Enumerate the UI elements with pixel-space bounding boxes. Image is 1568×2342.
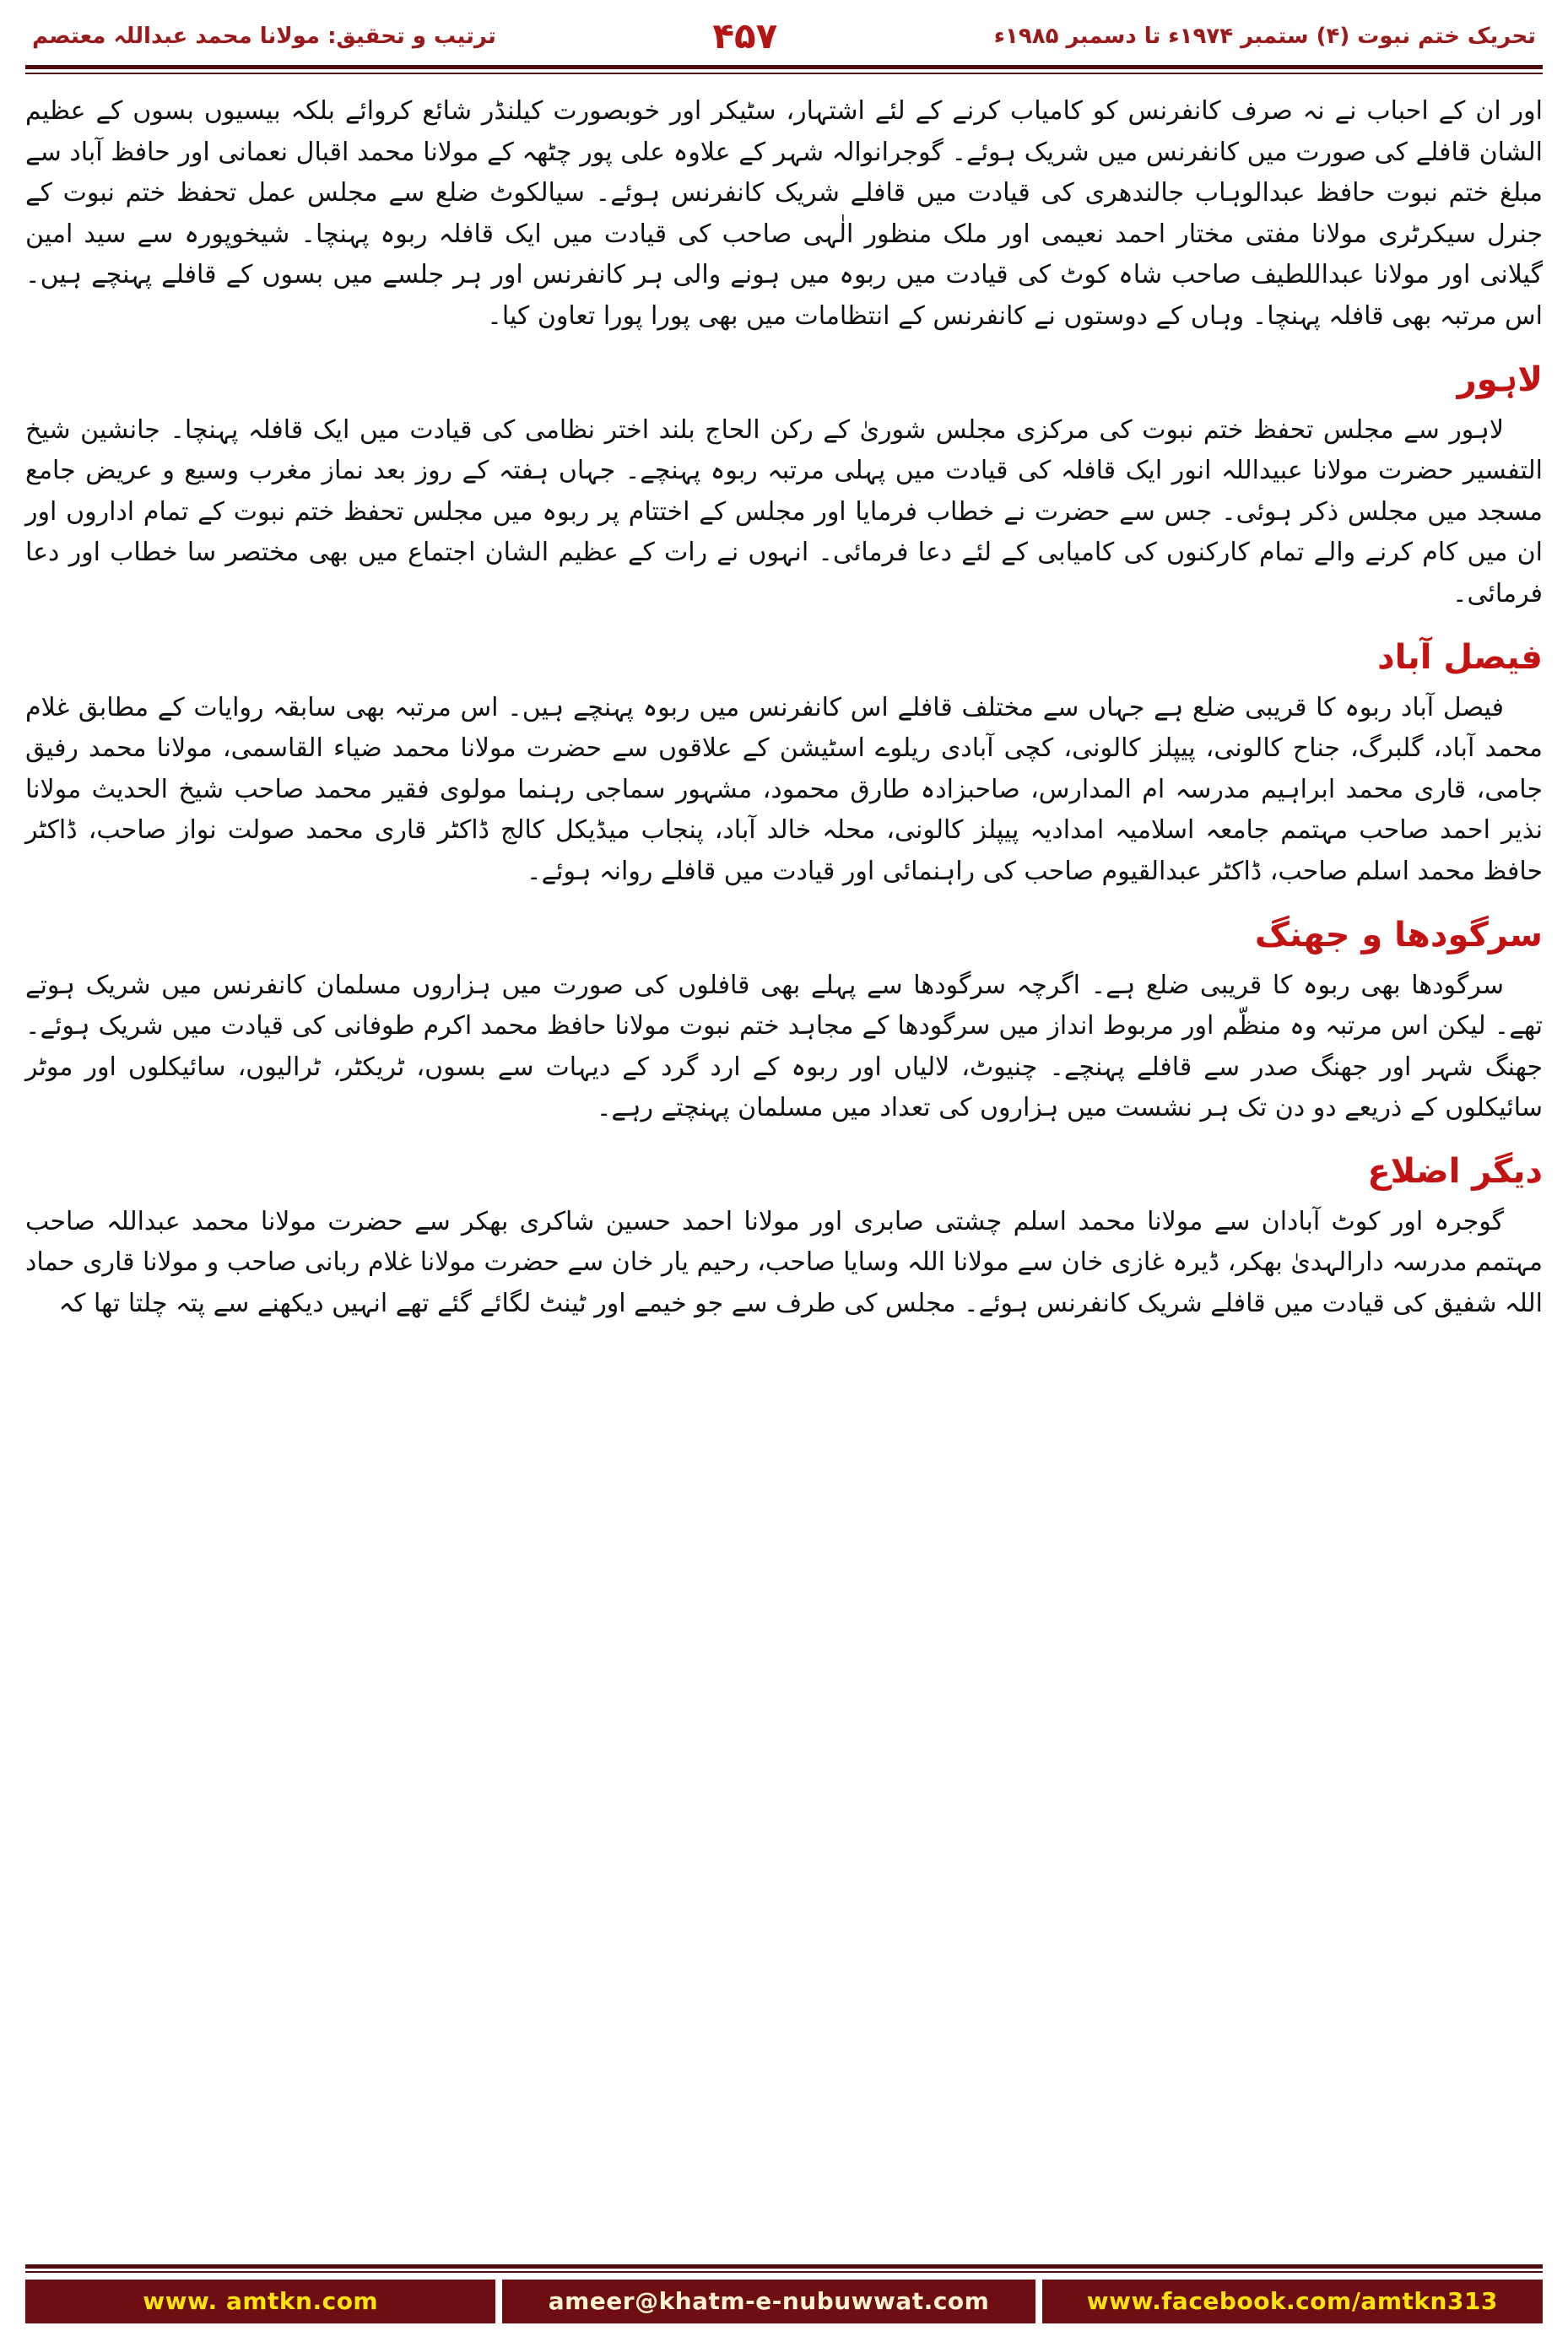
footer-email-address: ameer@khatm-e-nubuwwat.com — [502, 2280, 1035, 2323]
section-paragraph-other-districts: گوجرہ اور کوٹ آبادان سے مولانا محمد اسلم چشتی صابری اور مولانا احمد حسین شاکری بھکر سے حضرت مولانا محمد عبداللہ صاحب مہتمم مدرسہ دارالہدیٰ بھکر، ڈیرہ غازی خان سے مولانا اللہ وسایا صاحب، رحیم یار خان سے حضرت مولانا غلام ربانی صاحب و مولانا قاری حماد اللہ شفیق کی قیادت میں قافلے شریک کانفرنس ہوئے۔ مجلس کی طرف سے جو خیمے اور ٹینٹ لگائے گئے تھے انہیں دیکھنے سے پتہ چلتا تھا کہ — [25, 1206, 1543, 1319]
page-header — [25, 14, 1543, 65]
section-heading-sargodha-jhang: سرگودھا و جھنگ — [1254, 915, 1543, 955]
header-editor-credit: ترتیب و تحقیق: مولانا محمد عبداللہ معتصم — [32, 23, 496, 49]
footer-facebook-url: www.facebook.com/amtkn313 — [1042, 2280, 1543, 2323]
page-footer — [25, 2280, 1543, 2323]
page-body — [25, 74, 1543, 2251]
footer-website-url: www. amtkn.com — [25, 2280, 495, 2323]
section-paragraph-sargodha-jhang: سرگودھا بھی ربوہ کا قریبی ضلع ہے۔ اگرچہ سرگودھا سے پہلے بھی قافلوں کی صورت میں ہزاروں مسلمان کانفرنس میں شریک ہوتے تھے۔ لیکن اس مرتبہ وہ منظّم اور مربوط انداز میں سرگودھا کے مجاہد ختم نبوت مولانا حافظ محمد اکرم طوفانی کی قیادت میں شریک ہوئے۔ جھنگ شہر اور جھنگ صدر سے قافلے پہنچے۔ چنیوٹ، لالیاں اور ربوہ کے ارد گرد کے دیہات سے بسوں، ٹریکٹر، ٹرالیوں، سائیکلوں اور موٹر سائیکلوں کے ذریعے دو دن تک ہر نشست میں ہزاروں کی تعداد میں مسلمان پہنچتے رہے۔ — [25, 970, 1543, 1123]
page-number: ۴۵۷ — [712, 15, 778, 57]
section-heading-faisalabad: فیصل آباد — [1377, 637, 1543, 677]
header-book-title: تحریک ختم نبوت (۴) ستمبر ۱۹۷۴ء تا دسمبر ۱۹۸۵ء — [993, 23, 1536, 49]
section-heading-other-districts: دیگر اضلاع — [1367, 1151, 1543, 1191]
header-divider — [25, 65, 1543, 74]
section-paragraph-lahore: لاہور سے مجلس تحفظ ختم نبوت کی مرکزی مجلس شوریٰ کے رکن الحاج بلند اختر نظامی کی قیادت میں ایک قافلہ پہنچا۔ جانشین شیخ التفسیر حضرت مولانا عبیداللہ انور ایک قافلہ کی قیادت میں پہلی مرتبہ ربوہ پہنچے۔ جہاں ہفتہ کے روز بعد نماز مغرب وسیع و عریض جامع مسجد میں مجلس ذکر ہوئی۔ جس سے حضرت نے خطاب فرمایا اور مجلس کے اختتام پر ربوہ میں مجلس تحفظ ختم نبوت کے تمام اداروں اور ان میں کام کرنے والے تمام کارکنوں کی کامیابی کے لئے دعا فرمائی۔ انہوں نے رات کے عظیم الشان اجتماع میں بھی مختصر سا خطاب اور دعا فرمائی۔ — [25, 414, 1543, 608]
section-paragraph-faisalabad: فیصل آباد ربوہ کا قریبی ضلع ہے جہاں سے مختلف قافلے اس کانفرنس میں ربوہ پہنچے ہیں۔ اس مرتبہ بھی سابقہ روایات کے مطابق غلام محمد آباد، گلبرگ، جناح کالونی، پیپلز کالونی، کچی آبادی ریلوے اسٹیشن کے علاقوں سے حضرت مولانا محمد ضیاء القاسمی، مولانا محمد رفیق جامی، قاری محمد ابراہیم مدرسہ ام المدارس، صاحبزادہ طارق محمود، مشہور سماجی رہنما مولوی فقیر محمد صاحب شیخ الحدیث مولانا نذیر احمد صاحب مہتمم جامعہ اسلامیہ امدادیہ پیپلز کالونی، محلہ خالد آباد، پنجاب میڈیکل کالج ڈاکٹر قاری محمد صولت نواز صاحب، ڈاکٹر حافظ محمد اسلم صاحب، ڈاکٹر عبدالقیوم صاحب کی راہنمائی اور قیادت میں قافلے روانہ ہوئے۔ — [25, 692, 1543, 886]
intro-paragraph: اور ان کے احباب نے نہ صرف کانفرنس کو کامیاب کرنے کے لئے اشتہار، سٹیکر اور خوبصورت کیلنڈر شائع کروائے بلکہ بیسیوں بسوں کے عظیم الشان قافلے کی صورت میں کانفرنس میں شریک ہوئے۔ گوجرانوالہ شہر کے علاوہ علی پور چٹھہ کے مولانا محمد اقبال نعمانی اور حافظ آباد سے مبلغ ختم نبوت حافظ عبدالوہاب جالندھری کی قیادت میں قافلے شریک کانفرنس ہوئے۔ سیالکوٹ ضلع سے مجلس عمل تحفظ ختم نبوت کے جنرل سیکرٹری مولانا مفتی مختار احمد نعیمی اور ملک منظور الٰہی صاحب کی قیادت میں ایک قافلہ ربوہ پہنچا۔ شیخوپورہ سے سید امین گیلانی اور مولانا عبداللطیف صاحب شاہ کوٹ کی قیادت میں ربوہ میں ہونے والی ہر کانفرنس اور ہر جلسے میں بسوں کے قافلے پہنچے ہیں۔ اس مرتبہ بھی قافلہ پہنچا۔ وہاں کے دوستوں نے کانفرنس کے انتظامات میں بھی پورا پورا تعاون کیا۔ — [25, 96, 1543, 331]
footer-divider — [25, 2264, 1543, 2273]
section-heading-lahore: لاہور — [1457, 360, 1543, 399]
